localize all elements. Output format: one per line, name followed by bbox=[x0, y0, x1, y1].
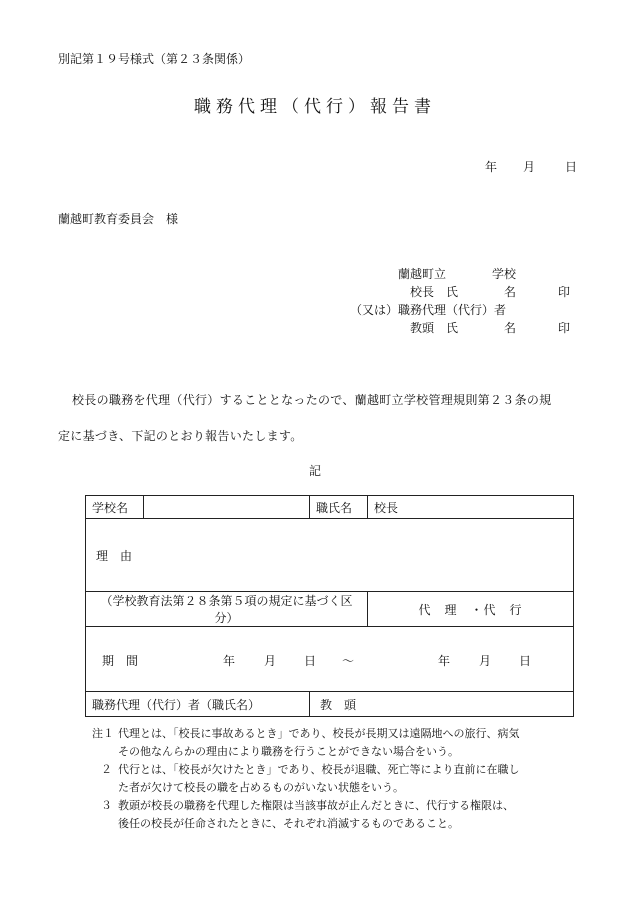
principal-name-label-2: 名 bbox=[504, 285, 517, 299]
agent-label-cell bbox=[86, 692, 310, 717]
note-3-cont: 後任の校長が任命されたときに、それぞれ消滅するものであること。 bbox=[118, 817, 459, 830]
ki-heading: 記 bbox=[308, 464, 321, 478]
body-line-2: 定に基づき、下記のとおり報告いたします。 bbox=[58, 429, 303, 443]
period-cell[interactable] bbox=[86, 627, 574, 692]
school-name-field[interactable] bbox=[144, 496, 310, 519]
vice-principal-seal: 印 bbox=[558, 321, 571, 335]
agent-field[interactable] bbox=[310, 692, 574, 717]
principal-seal: 印 bbox=[558, 285, 571, 299]
period-end-month: 月 bbox=[479, 654, 492, 668]
note-2-cont: た者が欠けて校長の職を占めるものがいない状態をいう。 bbox=[118, 781, 404, 794]
date-line bbox=[485, 158, 577, 175]
period-start-day: 日 bbox=[304, 654, 317, 668]
category-options-text: 代 理 ・代 行 bbox=[418, 602, 523, 617]
page-title: 職務代理（代行）報告書 bbox=[194, 97, 436, 117]
position-field[interactable]: 校長 bbox=[368, 496, 574, 519]
category-label bbox=[86, 592, 368, 627]
addressee: 蘭越町教育委員会 様 bbox=[58, 212, 179, 226]
agent-value: 教 頭 bbox=[320, 697, 357, 712]
note-1-cont: その他なんらかの理由により職務を行うことができない場合をいう。 bbox=[118, 745, 459, 758]
agent-label: （又は）職務代理（代行）者 bbox=[350, 303, 507, 317]
school-prefix: 蘭越町立 bbox=[398, 267, 447, 281]
category-options[interactable] bbox=[368, 592, 574, 627]
date-month-label: 月 bbox=[523, 160, 536, 174]
position-label: 職氏名 bbox=[310, 496, 368, 519]
body-line-1: 校長の職務を代理（代行）することとなったので、蘭越町立学校管理規則第２３条の規 bbox=[72, 393, 552, 407]
note-2: ２ 代行とは、「校長が欠けたとき」であり、校長が退職、死亡等により直前に在職し bbox=[101, 763, 520, 776]
notes bbox=[92, 725, 520, 833]
school-name-label: 学校名 bbox=[86, 496, 144, 519]
reason-label: 理 由 bbox=[96, 548, 133, 563]
agent-label-text: 職務代理（代行）者（職氏名） bbox=[92, 697, 261, 712]
period-start-year: 年 bbox=[223, 654, 236, 668]
period-label: 期 間 bbox=[102, 654, 139, 668]
note-3: ３ 教頭が校長の職務を代理した権限は当該事故が止んだときに、代行する権限は、 bbox=[101, 799, 514, 812]
reason-cell[interactable] bbox=[86, 519, 574, 592]
report-table bbox=[85, 495, 574, 717]
school-suffix: 学校 bbox=[492, 267, 517, 281]
form-number: 別記第１９号様式（第２３条関係） bbox=[58, 52, 251, 66]
principal-name-label: 校長 氏 bbox=[410, 285, 459, 299]
vice-principal-name-label-2: 名 bbox=[504, 321, 517, 335]
date-day-label: 日 bbox=[565, 160, 578, 174]
period-tilde: ～ bbox=[342, 654, 355, 668]
period-start-month: 月 bbox=[264, 654, 277, 668]
date-year-label: 年 bbox=[485, 160, 498, 174]
note-1: 注１ 代理とは、「校長に事故あるとき」であり、校長が長期又は遠隔地への旅行、病気 bbox=[92, 727, 520, 740]
period-end-day: 日 bbox=[519, 654, 532, 668]
period-end-year: 年 bbox=[438, 654, 451, 668]
category-label-text: （学校教育法第２８条第５項の規定に基づく区分） bbox=[100, 594, 353, 625]
vice-principal-name-label: 教頭 氏 bbox=[410, 321, 459, 335]
